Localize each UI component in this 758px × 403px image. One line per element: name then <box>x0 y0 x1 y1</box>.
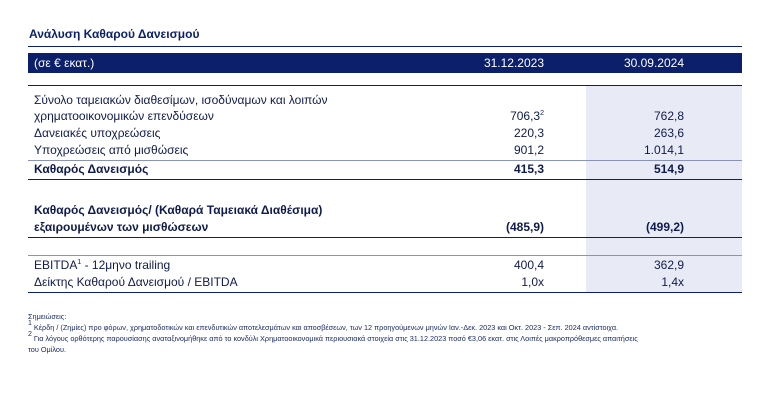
value-2023: (485,9) <box>505 220 544 234</box>
table-row <box>28 219 742 235</box>
value-2024: 762,8 <box>653 109 684 123</box>
value-2024: 1,4x <box>661 275 684 289</box>
value-2023: 901,2 <box>513 143 544 157</box>
table-bottom-rule <box>28 292 742 293</box>
table-row <box>28 92 742 108</box>
unit-label: (σε € εκατ.) <box>34 56 95 70</box>
value-2024: 263,6 <box>653 126 684 140</box>
footnotes <box>28 311 748 355</box>
row-label-line1: Σύνολο ταμειακών διαθεσίμων, ισοδύναμων και λοιπών <box>34 93 328 107</box>
row-label: Υποχρεώσεις από μισθώσεις <box>34 143 189 157</box>
section-divider <box>28 85 742 86</box>
footnote-marker: 1 <box>77 259 82 266</box>
value-2024: 1.014,1 <box>643 143 684 157</box>
footnote-1: $^1$ Κέρδη / (Ζημίες) προ φόρων, χρηματοδοτικών και επενδυτικών αποτελεσμάτων και αποσβέσεων, των 12 προηγούμενων μηνών Ιαν.-Δεκ. 2023 και Οκτ. 2023 - Σεπ. 2024 αντίστοιχα. <box>28 320 619 332</box>
value-2024: 514,9 <box>653 162 684 176</box>
table-row <box>28 274 742 290</box>
row-label: χρηματοοικονομικών επενδύσεων <box>34 109 214 123</box>
table-row <box>28 257 742 273</box>
value-2023: 706,3$^2$ <box>510 109 544 123</box>
value-2023: 220,3 <box>513 126 544 140</box>
row-label: Δείκτης Καθαρού Δανεισμού / EBITDA <box>34 275 238 289</box>
table-row <box>28 142 742 158</box>
footnote-marker: 2 <box>540 110 544 117</box>
notes-heading: Σημειώσεις: <box>28 312 67 321</box>
row-label-line1: Καθαρός Δανεισμός/ (Καθαρά Ταμειακά Διαθέσιμα) <box>34 203 323 217</box>
row-label: εξαιρουμένων των μισθώσεων <box>34 220 209 234</box>
value-2023: 415,3 <box>513 162 544 176</box>
row-label: Καθαρός Δανεισμός <box>34 162 149 176</box>
row-divider <box>28 255 742 256</box>
value-2023: 1,0x <box>521 275 544 289</box>
footnote-2: $^2$ Για λόγους ορθότερης παρουσίασης αναταξινομήθηκε από το κονδύλι Χρηματοοικονομικά περιουσιακά στοιχεία στις 31.12.2023 ποσό €3,06 εκατ. στις Λοιπές μακροπρόθεσμες απαιτήσεις <box>28 331 638 343</box>
table-row-total <box>28 161 742 177</box>
value-2024: (499,2) <box>645 220 684 234</box>
section-divider <box>28 179 742 180</box>
section-divider <box>28 237 742 238</box>
column-header-2023: 31.12.2023 <box>483 56 544 70</box>
column-header-2024: 30.09.2024 <box>623 56 684 70</box>
table-row <box>28 125 742 141</box>
page-title: Ανάλυση Καθαρού Δανεισμού <box>29 27 200 41</box>
title-divider <box>28 46 742 47</box>
footnote-2-continued: του Ομίλου. <box>28 345 66 354</box>
row-label: Δανειακές υποχρεώσεις <box>34 126 161 140</box>
value-2023: 400,4 <box>513 258 544 272</box>
value-2024: 362,9 <box>653 258 684 272</box>
table-header <box>28 53 742 73</box>
table-row <box>28 108 742 124</box>
row-label: EBITDA$^1$ - 12μηνο trailing <box>34 258 171 272</box>
table-row <box>28 202 742 218</box>
